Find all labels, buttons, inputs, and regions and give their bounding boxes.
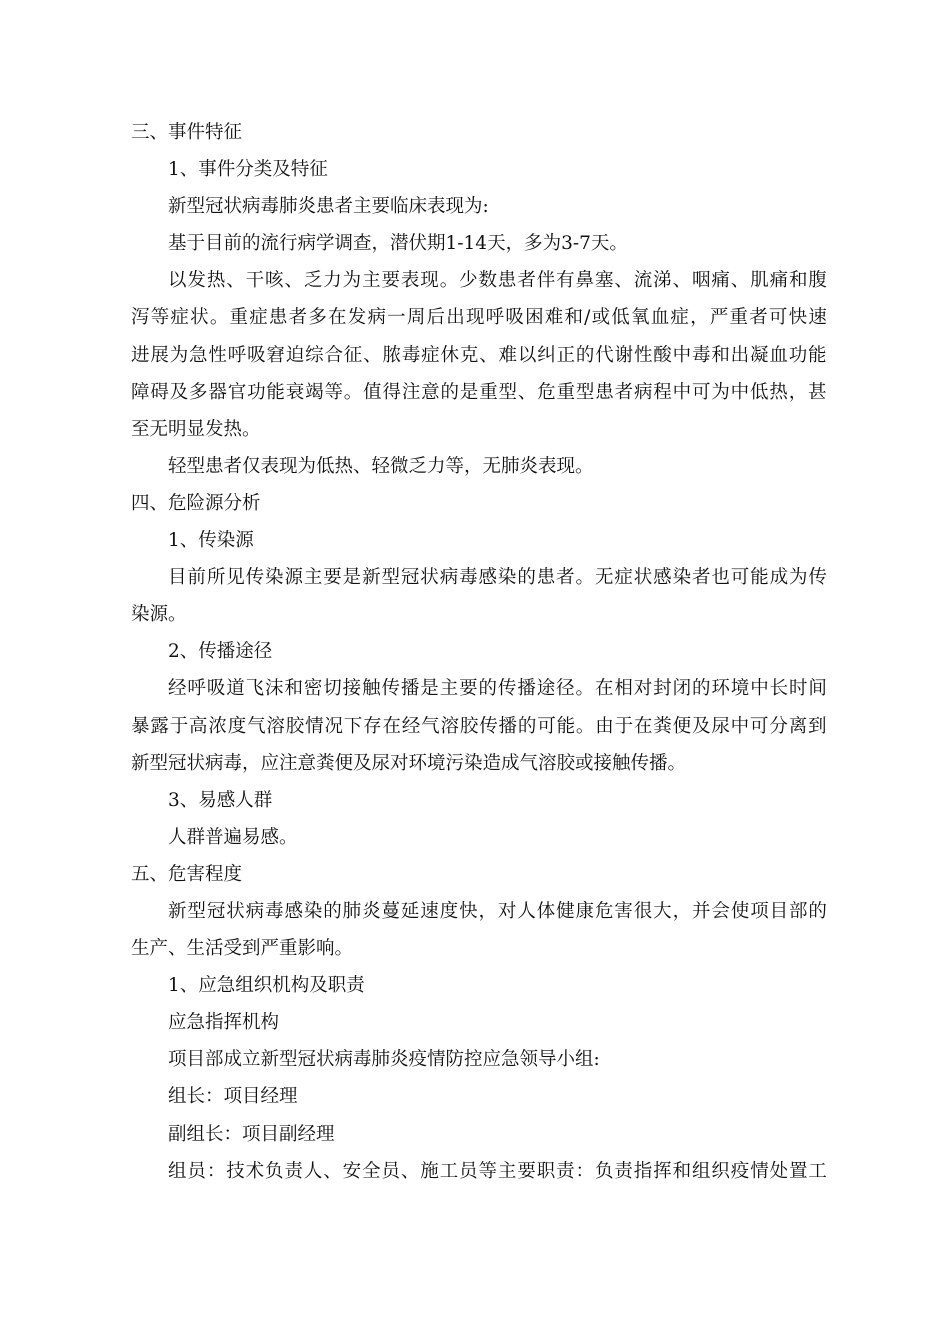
text-line: 项目部成立新型冠状病毒肺炎疫情防控应急领导小组:	[168, 1049, 600, 1071]
document-body	[131, 114, 827, 1190]
text-line: 新型冠状病毒，应注意粪便及尿对环境污染造成气溶胶或接触传播。	[131, 752, 687, 774]
text-line: 副组长：项目副经理	[168, 1123, 335, 1145]
text-line: 组 员 ： 技 术 负 责 人 、 安 全 员 、 施 工 员 等 主 要 职 责 ： 负 责 指 挥 和 组 织 疫 情 处 置 工	[168, 1160, 827, 1182]
text-line: 1、应急组织机构及职责	[168, 975, 365, 997]
text-line: 3、易感人群	[168, 789, 273, 811]
section-heading: 三、事件特征	[131, 122, 243, 143]
text-line: 组长：项目经理	[168, 1086, 298, 1108]
text-line: 泻 等 症 状 。 重 症 患 者 多 在 发 病 一 周 后 出 现 呼 吸 困 难 和 / 或 低 氧 血 症 ， 严 重 者 可 快 速	[131, 307, 827, 329]
text-line: 新 型 冠 状 病 毒 感 染 的 肺 炎 蔓 延 速 度 快 ， 对 人 体 健 康 危 害 很 大 ， 并 会 使 项 目 部 的	[168, 900, 827, 922]
text-line: 经 呼 吸 道 飞 沫 和 密 切 接 触 传 播 是 主 要 的 传 播 途 径 。 在 相 对 封 闭 的 环 境 中 长 时 间	[168, 678, 827, 700]
text-line: 人群普遍易感。	[168, 826, 298, 848]
section-heading: 四、危险源分析	[131, 492, 261, 514]
text-line: 暴 露 于 高 浓 度 气 溶 胶 情 况 下 存 在 经 气 溶 胶 传 播 的 可 能 。 由 于 在 粪 便 及 尿 中 可 分 离 到	[131, 715, 827, 737]
text-line: 应急指挥机构	[168, 1012, 280, 1034]
text-line: 至无明显发热。	[131, 418, 261, 440]
text-line: 1、事件分类及特征	[168, 159, 328, 181]
text-line: 染源。	[131, 604, 187, 626]
text-line: 目 前 所 见 传 染 源 主 要 是 新 型 冠 状 病 毒 感 染 的 患 者 。 无 症 状 感 染 者 也 可 能 成 为 传	[168, 567, 827, 589]
text-line: 基于目前的流行病学调查，潜伏期1-14天，多为3-7天。	[168, 233, 628, 255]
text-line: 以 发 热 、 干 咳 、 乏 力 为 主 要 表 现 。 少 数 患 者 伴 有 鼻 塞 、 流 涕 、 咽 痛 、 肌 痛 和 腹	[168, 270, 827, 292]
text-line: 生产、生活受到严重影响。	[131, 938, 354, 960]
text-line: 新型冠状病毒肺炎患者主要临床表现为:	[168, 196, 489, 218]
section-heading: 五、危害程度	[131, 863, 243, 885]
text-line: 障 碍 及 多 器 官 功 能 衰 竭 等 。 值 得 注 意 的 是 重 型 、 危 重 型 患 者 病 程 中 可 为 中 低 热 ， 甚	[131, 381, 827, 403]
text-line: 进 展 为 急 性 呼 吸 窘 迫 综 合 征 、 脓 毒 症 休 克 、 难 以 纠 正 的 代 谢 性 酸 中 毒 和 出 凝 血 功 能	[131, 344, 827, 366]
text-line: 轻型患者仅表现为低热、轻微乏力等，无肺炎表现。	[168, 455, 594, 477]
text-line: 1、传染源	[168, 530, 254, 552]
text-line: 2、传播途径	[168, 641, 273, 663]
